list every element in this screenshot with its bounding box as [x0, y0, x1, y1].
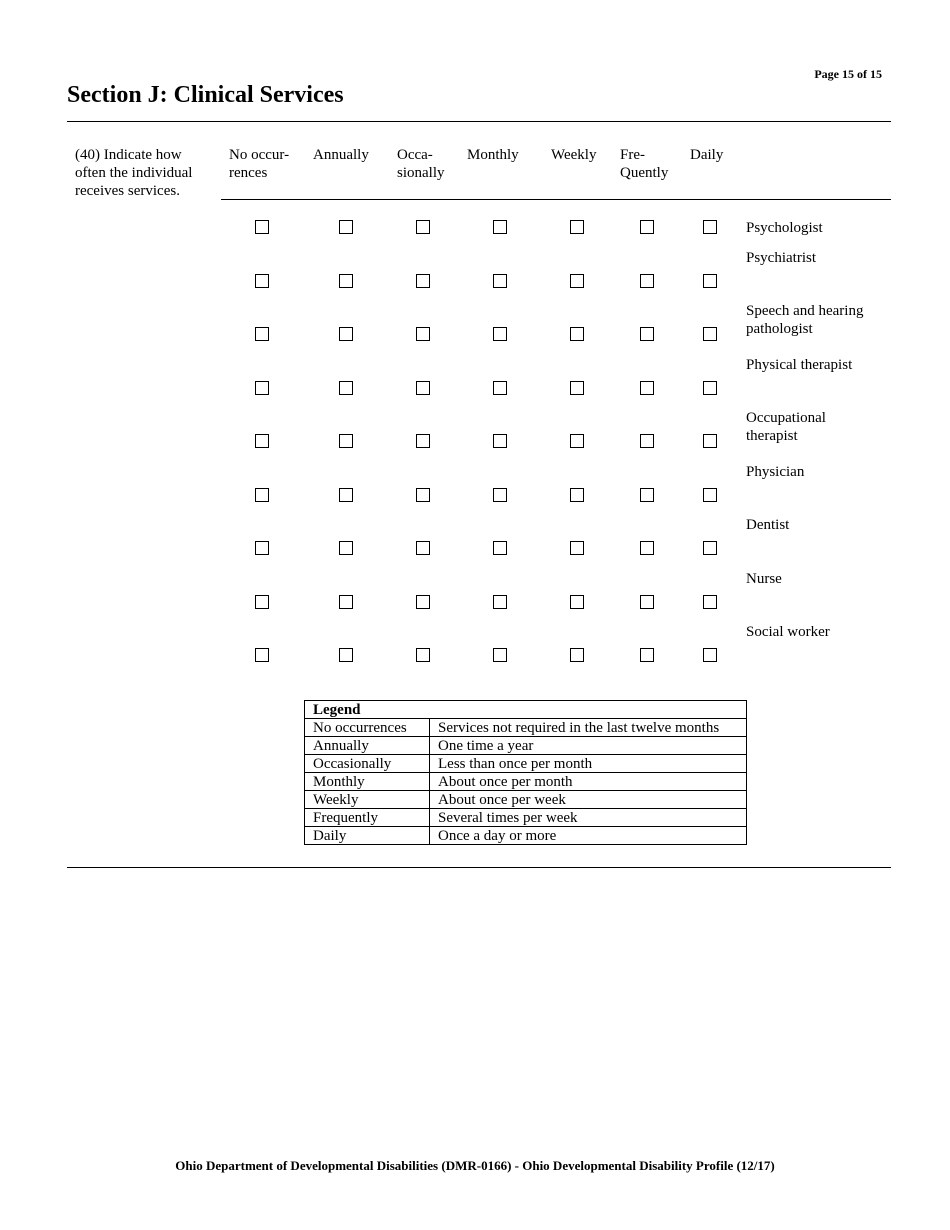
checkbox-nurse-annually[interactable] — [339, 595, 353, 609]
checkbox-psychologist-monthly[interactable] — [493, 220, 507, 234]
checkbox-dentist-daily[interactable] — [703, 541, 717, 555]
checkbox-psychiatrist-monthly[interactable] — [493, 274, 507, 288]
checkbox-speech-and-hearing-occasionally[interactable] — [416, 327, 430, 341]
legend-term: Monthly — [305, 773, 430, 791]
checkbox-physical-therapist-occasionally[interactable] — [416, 381, 430, 395]
checkbox-physical-therapist-frequently[interactable] — [640, 381, 654, 395]
checkbox-dentist-occasionally[interactable] — [416, 541, 430, 555]
checkbox-physical-therapist-weekly[interactable] — [570, 381, 584, 395]
checkbox-psychiatrist-no-occurrences[interactable] — [255, 274, 269, 288]
legend-table — [304, 700, 747, 845]
checkbox-psychiatrist-annually[interactable] — [339, 274, 353, 288]
legend-meaning: Less than once per month — [430, 755, 747, 773]
checkbox-occupational-occasionally[interactable] — [416, 434, 430, 448]
legend-term: Weekly — [305, 791, 430, 809]
checkbox-speech-and-hearing-no-occurrences[interactable] — [255, 327, 269, 341]
checkbox-psychiatrist-weekly[interactable] — [570, 274, 584, 288]
legend-term: Occasionally — [305, 755, 430, 773]
checkbox-occupational-no-occurrences[interactable] — [255, 434, 269, 448]
checkbox-nurse-weekly[interactable] — [570, 595, 584, 609]
checkbox-physical-therapist-annually[interactable] — [339, 381, 353, 395]
checkbox-speech-and-hearing-weekly[interactable] — [570, 327, 584, 341]
checkbox-occupational-daily[interactable] — [703, 434, 717, 448]
checkbox-psychologist-daily[interactable] — [703, 220, 717, 234]
checkbox-dentist-weekly[interactable] — [570, 541, 584, 555]
page-number: Page 15 of 15 — [814, 67, 882, 81]
legend-meaning: Several times per week — [430, 809, 747, 827]
row-label-dentist: Dentist — [746, 517, 790, 533]
checkbox-physician-monthly[interactable] — [493, 488, 507, 502]
checkbox-nurse-no-occurrences[interactable] — [255, 595, 269, 609]
footer-text: Ohio Department of Developmental Disabilities (DMR-0166) - Ohio Developmental Disability Profile (12/17) — [175, 1158, 775, 1173]
legend-row — [305, 827, 747, 845]
checkbox-dentist-frequently[interactable] — [640, 541, 654, 555]
legend-meaning: One time a year — [430, 737, 747, 755]
legend-meaning: About once per month — [430, 773, 747, 791]
legend-meaning: Services not required in the last twelve months — [430, 719, 747, 737]
checkbox-speech-and-hearing-annually[interactable] — [339, 327, 353, 341]
question-text: (40) Indicate how often the individual receives services. — [75, 147, 193, 199]
checkbox-physician-annually[interactable] — [339, 488, 353, 502]
legend-meaning: Once a day or more — [430, 827, 747, 845]
checkbox-dentist-annually[interactable] — [339, 541, 353, 555]
legend-term: No occurrences — [305, 719, 430, 737]
checkbox-occupational-frequently[interactable] — [640, 434, 654, 448]
column-header-annually: Annually — [313, 147, 369, 163]
checkbox-physical-therapist-monthly[interactable] — [493, 381, 507, 395]
legend-meaning: About once per week — [430, 791, 747, 809]
checkbox-dentist-monthly[interactable] — [493, 541, 507, 555]
checkbox-psychologist-occasionally[interactable] — [416, 220, 430, 234]
column-header-daily: Daily — [690, 147, 724, 163]
checkbox-speech-and-hearing-monthly[interactable] — [493, 327, 507, 341]
checkbox-speech-and-hearing-daily[interactable] — [703, 327, 717, 341]
column-header-frequently: Fre- Quently — [620, 147, 669, 181]
row-label-psychiatrist: Psychiatrist — [746, 250, 816, 266]
row-label-speech-and-hearing: Speech and hearing pathologist — [746, 303, 864, 337]
legend-term: Annually — [305, 737, 430, 755]
checkbox-dentist-no-occurrences[interactable] — [255, 541, 269, 555]
checkbox-psychiatrist-frequently[interactable] — [640, 274, 654, 288]
row-label-physical-therapist: Physical therapist — [746, 357, 853, 373]
bottom-divider — [67, 867, 891, 868]
checkbox-social-worker-monthly[interactable] — [493, 648, 507, 662]
section-title: Section J: Clinical Services — [67, 82, 344, 108]
row-label-psychologist: Psychologist — [746, 220, 823, 236]
checkbox-nurse-monthly[interactable] — [493, 595, 507, 609]
checkbox-physician-frequently[interactable] — [640, 488, 654, 502]
checkbox-social-worker-weekly[interactable] — [570, 648, 584, 662]
checkbox-psychologist-frequently[interactable] — [640, 220, 654, 234]
checkbox-occupational-annually[interactable] — [339, 434, 353, 448]
checkbox-physician-occasionally[interactable] — [416, 488, 430, 502]
column-header-no-occurrences: No occur- rences — [229, 147, 290, 181]
row-label-social-worker: Social worker — [746, 624, 830, 640]
checkbox-speech-and-hearing-frequently[interactable] — [640, 327, 654, 341]
legend-row — [305, 755, 747, 773]
checkbox-occupational-monthly[interactable] — [493, 434, 507, 448]
legend-row — [305, 809, 747, 827]
checkbox-psychologist-annually[interactable] — [339, 220, 353, 234]
column-header-weekly: Weekly — [551, 147, 597, 163]
legend-row — [305, 791, 747, 809]
legend-row — [305, 773, 747, 791]
checkbox-physical-therapist-daily[interactable] — [703, 381, 717, 395]
checkbox-physician-weekly[interactable] — [570, 488, 584, 502]
checkbox-social-worker-frequently[interactable] — [640, 648, 654, 662]
checkbox-physician-daily[interactable] — [703, 488, 717, 502]
checkbox-physician-no-occurrences[interactable] — [255, 488, 269, 502]
legend-row — [305, 719, 747, 737]
checkbox-psychiatrist-occasionally[interactable] — [416, 274, 430, 288]
row-label-physician: Physician — [746, 464, 805, 480]
checkbox-social-worker-no-occurrences[interactable] — [255, 648, 269, 662]
checkbox-psychologist-weekly[interactable] — [570, 220, 584, 234]
legend-term: Daily — [305, 827, 430, 845]
row-label-nurse: Nurse — [746, 571, 782, 587]
legend-row — [305, 737, 747, 755]
checkbox-social-worker-annually[interactable] — [339, 648, 353, 662]
checkbox-psychiatrist-daily[interactable] — [703, 274, 717, 288]
checkbox-social-worker-daily[interactable] — [703, 648, 717, 662]
checkbox-psychologist-no-occurrences[interactable] — [255, 220, 269, 234]
column-header-occasionally: Occa- sionally — [397, 147, 445, 181]
checkbox-nurse-frequently[interactable] — [640, 595, 654, 609]
checkbox-physical-therapist-no-occurrences[interactable] — [255, 381, 269, 395]
checkbox-nurse-daily[interactable] — [703, 595, 717, 609]
legend-title: Legend — [305, 701, 747, 719]
row-label-occupational: Occupational therapist — [746, 410, 826, 444]
checkbox-nurse-occasionally[interactable] — [416, 595, 430, 609]
header-divider — [221, 199, 891, 200]
checkbox-social-worker-occasionally[interactable] — [416, 648, 430, 662]
legend-term: Frequently — [305, 809, 430, 827]
column-header-monthly: Monthly — [467, 147, 519, 163]
checkbox-occupational-weekly[interactable] — [570, 434, 584, 448]
top-divider — [67, 121, 891, 122]
legend-title-row — [305, 701, 747, 719]
